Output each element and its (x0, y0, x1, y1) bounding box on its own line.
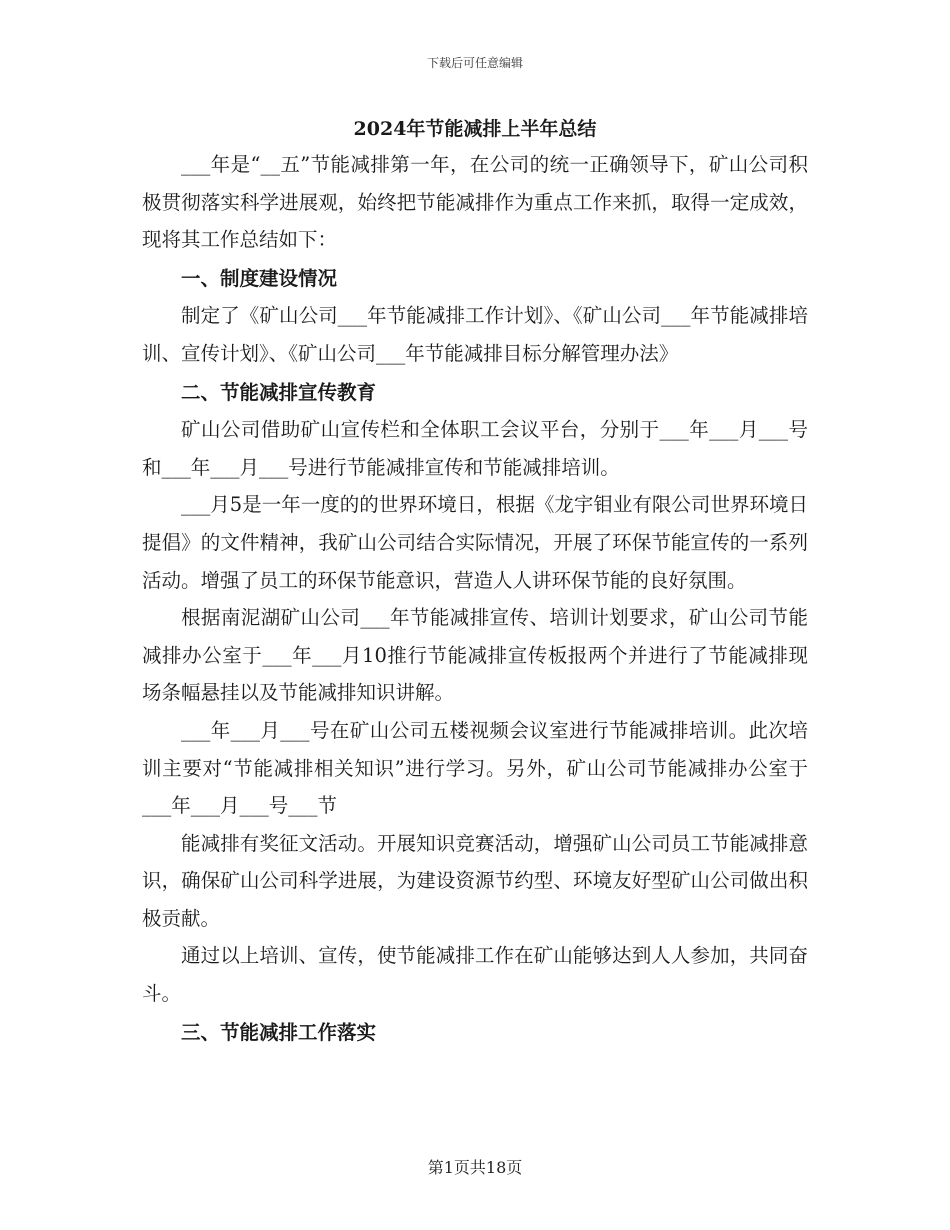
section-1-paragraph: 制定了《矿山公司___年节能减排工作计划》、《矿山公司___年节能减排培训、宣传计划》、《矿山公司___年节能减排目标分解管理办法》 (142, 304, 808, 365)
section-2-paragraph-5: 能减排有奖征文活动。开展知识竞赛活动，增强矿山公司员工节能减排意识，确保矿山公司科学进展，为建设资源节约型、环境友好型矿山公司做出积极贡献。 (142, 831, 808, 930)
section-heading-3: 三、节能减排工作落实 (181, 1020, 377, 1044)
header-note: 下载后可任意编辑 (426, 56, 523, 70)
section-2-paragraph-2: ___月5是一年一度的的世界环境日，根据《龙宇钼业有限公司世界环境日提倡》的文件精神，我矿山公司结合实际情况，开展了环保节能宣传的一系列活动。增强了员工的环保节能意识，营造人人讲环保节能的良好氛围。 (142, 493, 808, 592)
page-footer: 第1页共18页 (427, 1158, 523, 1177)
section-heading-2: 二、节能减排宣传教育 (181, 380, 377, 404)
intro-paragraph: ___年是“__五”节能减排第一年，在公司的统一正确领导下，矿山公司积极贯彻落实科学进展观，始终把节能减排作为重点工作来抓，取得一定成效，现将其工作总结如下： (142, 153, 808, 252)
section-2-paragraph-3: 根据南泥湖矿山公司___年节能减排宣传、培训计划要求，矿山公司节能减排办公室于___年___月10推行节能减排宣传板报两个并进行了节能减排现场条幅悬挂以及节能减排知识讲解。 (142, 606, 808, 705)
section-2-paragraph-6: 通过以上培训、宣传，使节能减排工作在矿山能够达到人人参加，共同奋斗。 (142, 944, 808, 1006)
document-body (142, 146, 808, 1051)
section-2-paragraph-1: 矿山公司借助矿山宣传栏和全体职工会议平台，分别于___年___月___号和___年___月___号进行节能减排宣传和节能减排培训。 (142, 418, 808, 479)
document-title: 2024年节能减排上半年总结 (353, 118, 597, 140)
section-heading-1: 一、制度建设情况 (181, 266, 338, 290)
section-2-paragraph-4: ___年___月___号在矿山公司五楼视频会议室进行节能减排培训。此次培训主要对“节能减排相关知识”进行学习。另外，矿山公司节能减排办公室于___年___月___号___节 (142, 718, 808, 818)
